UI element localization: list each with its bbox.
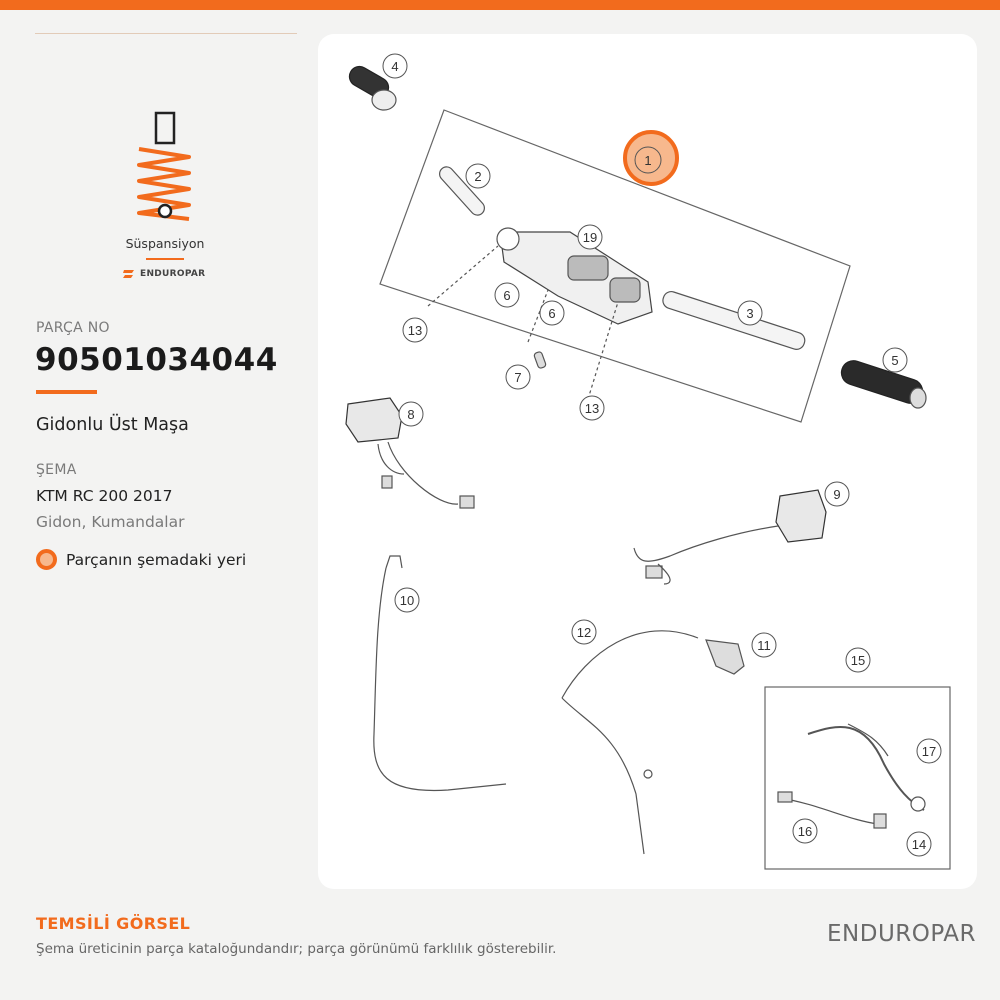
callout-9-label: 9: [833, 487, 841, 502]
diagram-card: [318, 34, 977, 889]
part-number-label: PARÇA NO: [36, 320, 110, 336]
callout-1-label: 1: [644, 153, 652, 168]
callout-2[interactable]: [466, 164, 490, 188]
parts-diagram: [318, 34, 977, 889]
callout-5[interactable]: [883, 348, 907, 372]
callout-19-label: 19: [582, 230, 598, 245]
callout-14-label: 14: [911, 837, 927, 852]
callout-12[interactable]: [572, 620, 596, 644]
callout-17-label: 17: [921, 744, 937, 759]
schema-model: KTM RC 200 2017: [36, 487, 173, 505]
callout-9[interactable]: [825, 482, 849, 506]
part-name: Gidonlu Üst Maşa: [36, 415, 189, 435]
category-label: Süspansiyon: [125, 236, 205, 251]
callout-6b[interactable]: [540, 301, 564, 325]
callout-13a[interactable]: [403, 318, 427, 342]
legend-text: Parçanın şemadaki yeri: [66, 550, 247, 569]
callout-7-label: 7: [514, 370, 522, 385]
callout-3-label: 3: [746, 306, 754, 321]
footer-note: Şema üreticinin parça kataloğundandır; parça görünümü farklılık gösterebilir.: [36, 941, 557, 957]
callout-13a-label: 13: [407, 323, 423, 338]
callout-15-label: 15: [850, 653, 866, 668]
callout-14[interactable]: [907, 832, 931, 856]
callout-4[interactable]: [383, 54, 407, 78]
schema-label: ŞEMA: [36, 462, 77, 478]
schema-section: Gidon, Kumandalar: [36, 513, 185, 531]
callout-3[interactable]: [738, 301, 762, 325]
callout-11[interactable]: [752, 633, 776, 657]
brand-small: [123, 267, 205, 281]
enduropar-logo-icon: [123, 269, 135, 279]
callout-13b-label: 13: [584, 401, 600, 416]
callout-2-label: 2: [474, 169, 482, 184]
callout-6b-label: 6: [548, 306, 556, 321]
callout-4-label: 4: [391, 59, 399, 74]
brand-small-text: ENDUROPAR: [140, 269, 206, 279]
callout-6a-label: 6: [503, 288, 511, 303]
callout-19[interactable]: [578, 225, 602, 249]
legend-marker-icon: [36, 549, 57, 570]
footer-brand: ENDUROPAR: [827, 921, 976, 947]
part-number-underline: [36, 390, 97, 394]
suspension-spring-icon: [127, 105, 203, 225]
callout-8[interactable]: [399, 402, 423, 426]
callout-11-label: 11: [757, 638, 771, 653]
callout-16[interactable]: [793, 819, 817, 843]
callout-17[interactable]: [917, 739, 941, 763]
callout-1[interactable]: [625, 132, 677, 184]
part-number: 90501034044: [35, 342, 278, 378]
callout-7[interactable]: [506, 365, 530, 389]
callout-16-label: 16: [797, 824, 813, 839]
callout-8-label: 8: [407, 407, 415, 422]
footer-title: TEMSİLİ GÖRSEL: [36, 914, 191, 933]
callout-6a[interactable]: [495, 283, 519, 307]
category-block: [100, 105, 230, 285]
category-underline: [146, 258, 184, 260]
top-divider: [35, 33, 297, 34]
callout-13b[interactable]: [580, 396, 604, 420]
callout-10[interactable]: [395, 588, 419, 612]
callout-10-label: 10: [399, 593, 415, 608]
top-accent-bar: [0, 0, 1000, 10]
callout-5-label: 5: [891, 353, 899, 368]
callout-15[interactable]: [846, 648, 870, 672]
callout-12-label: 12: [576, 625, 592, 640]
legend: [36, 549, 246, 570]
